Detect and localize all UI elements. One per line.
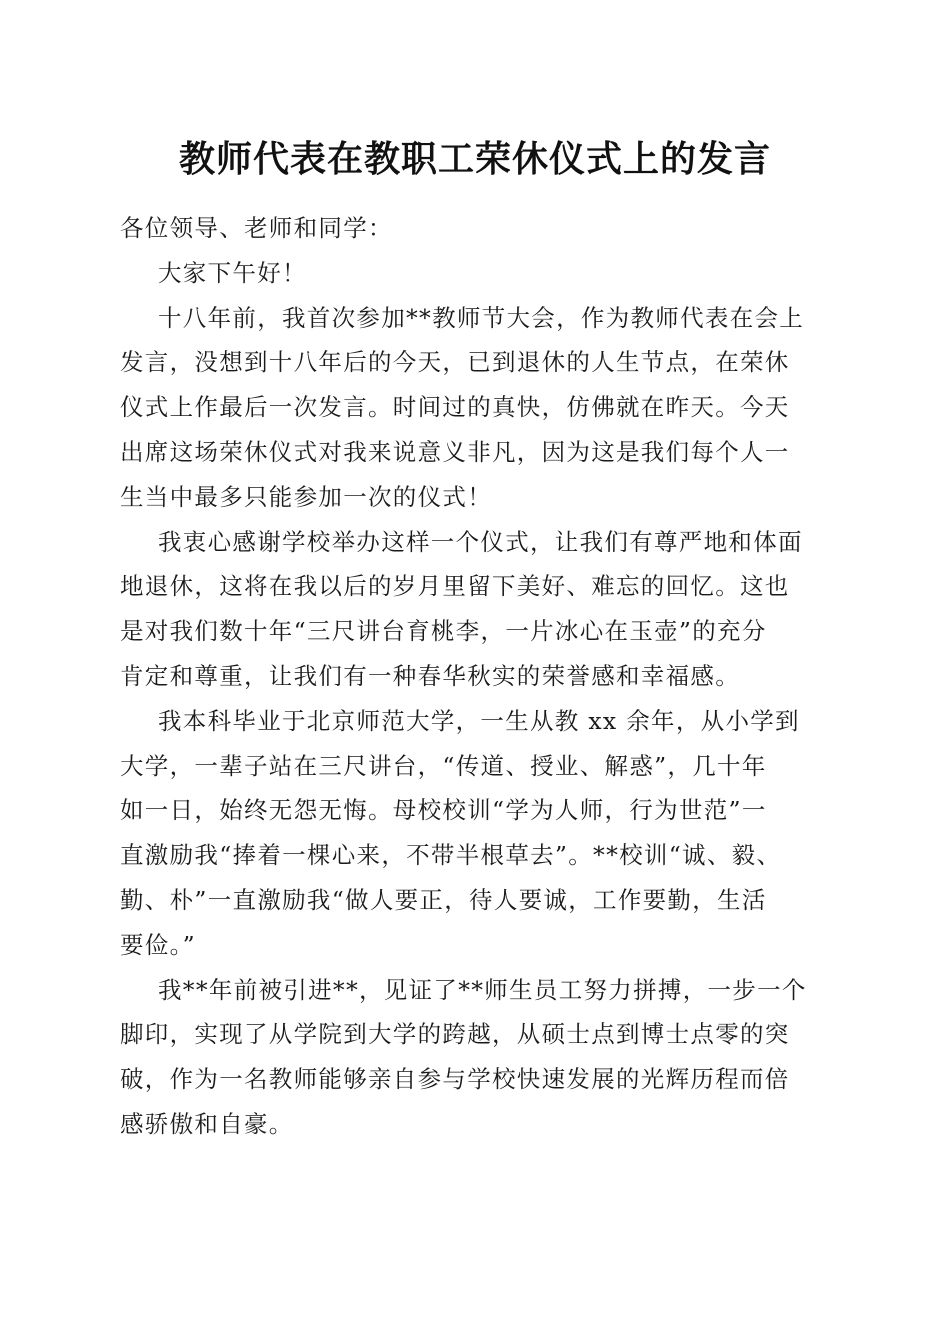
paragraph-line: 是对我们数十年“三尺讲台育桃李，一片冰心在玉壶”的充分 <box>120 617 767 646</box>
paragraph-line: 直激励我“捧着一棵心来，不带半根草去”。**校训“诚、毅、 <box>120 841 782 870</box>
paragraph-line: 发言，没想到十八年后的今天，已到退休的人生节点，在荣休 <box>120 348 790 377</box>
paragraph-line: 肯定和尊重，让我们有一种春华秋实的荣誉感和幸福感。 <box>120 661 740 690</box>
greeting: 大家下午好！ <box>158 258 307 287</box>
document-title: 教师代表在教职工荣休仪式上的发言 <box>178 138 771 180</box>
paragraph-line: 勤、朴”一直激励我“做人要正，待人要诚，工作要勤，生活 <box>120 885 767 914</box>
paragraph-1 <box>120 296 835 520</box>
paragraph-line: 出席这场荣休仪式对我来说意义非凡，因为这是我们每个人一 <box>120 437 790 466</box>
paragraph-line: 我本科毕业于北京师范大学，一生从教 xx 余年，从小学到 <box>158 706 800 735</box>
paragraph-line: 感骄傲和自豪。 <box>120 1109 294 1138</box>
paragraph-line: 大学，一辈子站在三尺讲台，“传道、授业、解惑”，几十年 <box>120 751 767 780</box>
paragraph-line: 生当中最多只能参加一次的仪式！ <box>120 482 492 511</box>
paragraph-line: 如一日，始终无怨无悔。母校校训“学为人师，行为世范”一 <box>120 796 767 825</box>
paragraph-line: 仪式上作最后一次发言。时间过的真快，仿佛就在昨天。今天 <box>120 393 790 422</box>
paragraph-line: 脚印，实现了从学院到大学的跨越，从硕士点到博士点零的突 <box>120 1020 790 1049</box>
paragraph-line: 地退休，这将在我以后的岁月里留下美好、难忘的回忆。这也 <box>120 572 790 601</box>
salutation: 各位领导、老师和同学： <box>120 214 393 242</box>
paragraph-line: 我**年前被引进**，见证了**师生员工努力拼搏，一步一个 <box>158 975 807 1004</box>
document-body <box>120 206 835 1147</box>
paragraph-3 <box>120 699 835 968</box>
paragraph-2 <box>120 520 835 699</box>
paragraph-line: 破，作为一名教师能够亲自参与学校快速发展的光辉历程而倍 <box>120 1065 790 1094</box>
paragraph-line: 要俭。” <box>120 930 196 959</box>
paragraph-4 <box>120 968 835 1147</box>
paragraph-line: 十八年前，我首次参加**教师节大会，作为教师代表在会上 <box>158 303 805 332</box>
paragraph-line: 我衷心感谢学校举办这样一个仪式，让我们有尊严地和体面 <box>158 527 803 556</box>
